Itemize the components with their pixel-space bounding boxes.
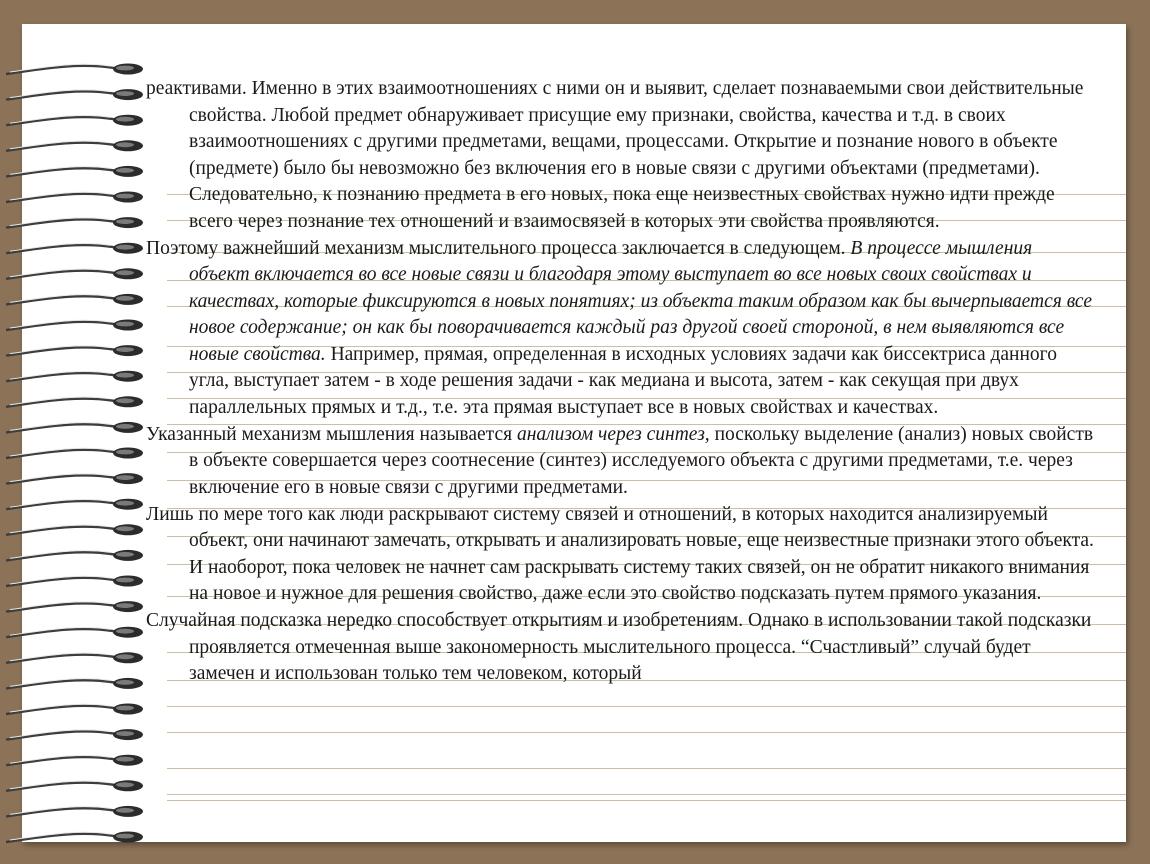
paragraph-4 <box>146 502 1096 608</box>
spiral-coil <box>6 806 143 817</box>
spiral-coil <box>6 89 143 100</box>
paragraph-2 <box>146 236 1096 422</box>
paragraph-3-text-b: поскольку выделение (анализ) новых свойств в объекте совершается через соотнесение (синтез) исследуемого объекта с другими предметами, т.е. через включение его в новые связи с другими предметами. <box>189 423 1094 498</box>
paragraph-2-text-a: Поэтому важнейший механизм мыслительного процесса заключается в следующем. <box>146 237 851 259</box>
spiral-coil <box>6 550 143 561</box>
paragraph-4-text: Лишь по мере того как люди раскрывают систему связей и отношений, в которых находится анализируемый объект, они начинают замечать, открывать и анализировать новые, еще неизвестные признаки этого объекта. И наоборот, пока человек не начнет сам раскрывать систему таких связей, он не обратит никакого внимания на новое и нужное для решения свойство, даже если это свойство подсказать путем прямого указания. <box>146 503 1094 604</box>
spiral-coil <box>6 243 143 254</box>
spiral-coil <box>6 396 143 407</box>
spiral-coil <box>6 166 143 177</box>
rule-line <box>167 732 1126 733</box>
rule-line <box>167 800 1126 801</box>
spiral-coil <box>6 524 143 535</box>
spiral-coil <box>6 140 143 151</box>
spiral-coil <box>6 294 143 305</box>
paragraph-2-text-b: Например, прямая, определенная в исходных условиях задачи как биссектриса данного угла, выступает затем - в ходе решения задачи - как медиана и высота, затем - как секущая при двух параллельных прямых и т.д., т.е. эта прямая выступает все в новых свойствах и качествах. <box>189 343 1057 418</box>
spiral-coil <box>6 652 143 663</box>
rule-line <box>167 794 1126 795</box>
spiral-coil <box>6 320 143 331</box>
spiral-coil <box>6 217 143 228</box>
spiral-coil <box>6 422 143 433</box>
paragraph-5 <box>146 608 1096 688</box>
spiral-coil <box>6 729 143 740</box>
paragraph-3 <box>146 422 1096 502</box>
spiral-coil <box>6 473 143 484</box>
spiral-coil <box>6 268 143 279</box>
paragraph-2-italic: В процессе мышления объект включается во все новые связи и благодаря этому выступает во все новых своих свойствах и качествах, которые фиксируются в новых понятиях; из объекта таким образом как бы вычерпывается все новое содержание; он как бы поворачивается каждый раз другой своей стороной, в нем выявляются все новые свойства. <box>189 237 1092 365</box>
paragraph-3-italic: анализом через синтез, <box>516 423 710 445</box>
spiral-coil <box>6 192 143 203</box>
spiral-binding <box>6 58 146 858</box>
spiral-coil <box>6 345 143 356</box>
spiral-coil <box>6 115 143 126</box>
document-text <box>146 76 1096 688</box>
spiral-coil <box>6 832 143 843</box>
spiral-coil <box>6 64 143 75</box>
paragraph-5-text: Случайная подсказка нередко способствует открытиям и изобретениям. Однако в использовании такой подсказки проявляется отмеченная выше закономерность мыслительного процесса. “Счастливый” случай будет замечен и использован только тем человеком, который <box>146 610 1092 684</box>
rule-line <box>167 768 1126 769</box>
spiral-coil <box>6 755 143 766</box>
rule-line <box>167 706 1126 707</box>
spiral-coil <box>6 576 143 587</box>
spiral-coil <box>6 371 143 382</box>
paragraph-1-text: реактивами. Именно в этих взаимоотношениях с ними он и выявит, сделает познаваемыми свои действительные свойства. Любой предмет обнаруживает присущие ему признаки, свойства, качества и т.д. в своих взаимоотношениях с другими предметами, вещами, процессами. Открытие и познание нового в объекте (предмете) было бы невозможно без включения его в новые связи с другими объектами (предметами). Следовательно, к познанию предмета в его новых, пока еще неизвестных свойствах нужно идти прежде всего через познание тех отношений и взаимосвязей в которых эти свойства проявляются. <box>146 78 1084 232</box>
spiral-coil <box>6 448 143 459</box>
paragraph-3-text-a: Указанный механизм мышления называется <box>146 423 517 445</box>
spiral-coil <box>6 704 143 715</box>
spiral-coil <box>6 499 143 510</box>
spiral-coil <box>6 780 143 791</box>
paragraph-1 <box>146 76 1096 235</box>
spiral-coil <box>6 627 143 638</box>
spiral-coil <box>6 678 143 689</box>
spiral-coil <box>6 601 143 612</box>
